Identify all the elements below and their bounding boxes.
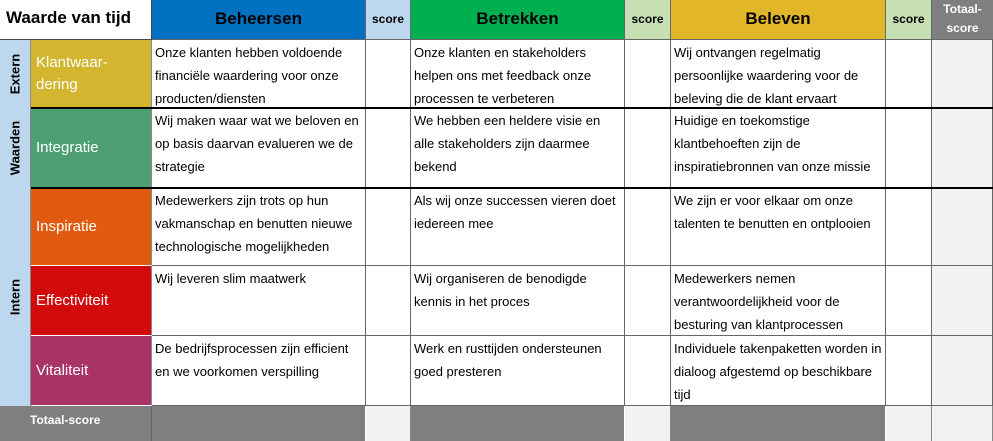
total-score-vitaliteit: [932, 336, 993, 406]
score-header-beleven: score: [886, 0, 932, 40]
side-label-intern: Intern: [7, 278, 23, 316]
statement-klantwaardering-beheersen: Onze klanten hebben voldoende financiële waardering voor onze producten/diensten: [152, 40, 366, 108]
footer-total-beheersen: [152, 406, 366, 441]
side-group-waarden: [0, 108, 31, 188]
footer-score-beleven[interactable]: [886, 406, 932, 441]
score-input-inspiratie-beheersen[interactable]: [366, 188, 411, 266]
statement-klantwaardering-betrekken: Onze klanten en stakeholders helpen ons met feedback onze processen te verbeteren: [411, 40, 625, 108]
table-title: Waarde van tijd: [0, 0, 152, 40]
score-input-inspiratie-beleven[interactable]: [886, 188, 932, 266]
score-input-vitaliteit-beleven[interactable]: [886, 336, 932, 406]
column-header-beleven: Beleven: [671, 0, 886, 40]
footer-total-beleven: [671, 406, 886, 441]
statement-vitaliteit-betrekken: Werk en rusttijden ondersteunen goed presteren: [411, 336, 625, 406]
category-klantwaardering: [31, 40, 152, 108]
side-group-extern: [0, 40, 31, 108]
statement-klantwaardering-beleven: Wij ontvangen regelmatig persoonlijke waardering voor de beleving die de klant ervaart: [671, 40, 886, 108]
divider-extern-waarden: [31, 107, 993, 109]
statement-effectiviteit-beleven: Medewerkers nemen verantwoordelijkheid voor de besturing van klantprocessen: [671, 266, 886, 336]
footer-total-betrekken: [411, 406, 625, 441]
column-header-beheersen: Beheersen: [152, 0, 366, 40]
category-inspiratie: Inspiratie: [31, 188, 152, 266]
total-header-line2: score: [946, 21, 979, 35]
statement-vitaliteit-beleven: Individuele takenpaketten worden in dialoog afgestemd op beschikbare tijd: [671, 336, 886, 406]
total-score-inspiratie: [932, 188, 993, 266]
score-input-klantwaardering-beheersen[interactable]: [366, 40, 411, 108]
footer-total-label: Totaal-score: [0, 406, 152, 441]
category-vitaliteit: Vitaliteit: [31, 336, 152, 406]
category-line1: Klantwaar-: [36, 53, 108, 71]
statement-integratie-beleven: Huidige en toekomstige klantbehoeften zijn de inspiratiebronnen van onze missie: [671, 108, 886, 188]
score-input-effectiviteit-betrekken[interactable]: [625, 266, 671, 336]
statement-effectiviteit-betrekken: Wij organiseren de benodigde kennis in het proces: [411, 266, 625, 336]
footer-score-beheersen[interactable]: [366, 406, 411, 441]
statement-inspiratie-beheersen: Medewerkers zijn trots op hun vakmanschap en benutten nieuwe technologische mogelijkheden: [152, 188, 366, 266]
total-score-integratie: [932, 108, 993, 188]
score-header-beheersen: score: [366, 0, 411, 40]
score-input-effectiviteit-beheersen[interactable]: [366, 266, 411, 336]
side-label-extern: Extern: [7, 53, 23, 95]
score-input-effectiviteit-beleven[interactable]: [886, 266, 932, 336]
footer-grand-total: [932, 406, 993, 441]
statement-integratie-betrekken: We hebben een heldere visie en alle stakeholders zijn daarmee bekend: [411, 108, 625, 188]
score-header-betrekken: score: [625, 0, 671, 40]
statement-integratie-beheersen: Wij maken waar wat we beloven en op basis daarvan evalueren we de strategie: [152, 108, 366, 188]
score-input-inspiratie-betrekken[interactable]: [625, 188, 671, 266]
statement-inspiratie-beleven: We zijn er voor elkaar om onze talenten te benutten en ontplooien: [671, 188, 886, 266]
score-input-integratie-betrekken[interactable]: [625, 108, 671, 188]
category-integratie: Integratie: [31, 108, 152, 188]
statement-effectiviteit-beheersen: Wij leveren slim maatwerk: [152, 266, 366, 336]
statement-inspiratie-betrekken: Als wij onze successen vieren doet iedereen mee: [411, 188, 625, 266]
score-input-integratie-beheersen[interactable]: [366, 108, 411, 188]
category-effectiviteit: Effectiviteit: [31, 266, 152, 336]
statement-vitaliteit-beheersen: De bedrijfsprocessen zijn efficient en we voorkomen verspilling: [152, 336, 366, 406]
side-label-waarden: Waarden: [7, 120, 23, 176]
score-input-vitaliteit-beheersen[interactable]: [366, 336, 411, 406]
total-score-header: [932, 0, 993, 40]
total-score-effectiviteit: [932, 266, 993, 336]
total-score-klantwaardering: [932, 40, 993, 108]
score-input-integratie-beleven[interactable]: [886, 108, 932, 188]
footer-score-betrekken[interactable]: [625, 406, 671, 441]
side-group-intern: [0, 188, 31, 406]
score-input-klantwaardering-betrekken[interactable]: [625, 40, 671, 108]
column-header-betrekken: Betrekken: [411, 0, 625, 40]
category-line2: dering: [36, 75, 78, 93]
score-input-klantwaardering-beleven[interactable]: [886, 40, 932, 108]
score-input-vitaliteit-betrekken[interactable]: [625, 336, 671, 406]
divider-waarden-intern: [31, 187, 993, 189]
total-header-line1: Totaal-: [943, 2, 982, 16]
